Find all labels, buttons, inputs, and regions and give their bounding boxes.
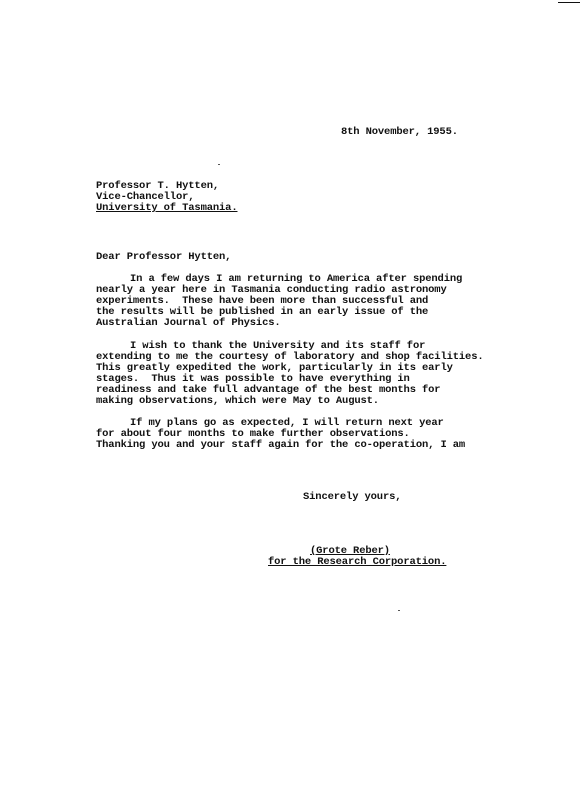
recipient-name: Professor T. Hytten,	[96, 180, 220, 192]
paragraph-line: This greatly expedited the work, particularly in its early	[96, 362, 453, 374]
paragraph-line: nearly a year here in Tasmania conducting radio astronomy	[96, 284, 447, 296]
salutation: Dear Professor Hytten,	[96, 251, 232, 263]
paragraph-line: Australian Journal of Physics.	[96, 317, 281, 329]
recipient-title: Vice-Chancellor,	[96, 191, 195, 203]
paragraph-line: If my plans go as expected, I will return next year	[130, 417, 444, 429]
recipient-institution: University of Tasmania.	[96, 202, 238, 214]
paragraph-line: the results will be published in an early issue of the	[96, 306, 429, 318]
paragraph-line: In a few days I am returning to America after spending	[130, 273, 463, 285]
paragraph-line: for about four months to make further observations.	[96, 428, 410, 440]
speck	[398, 610, 400, 611]
letter-date: 8th November, 1955.	[341, 126, 458, 138]
paragraph-line: experiments. These have been more than successful and	[96, 295, 429, 307]
paragraph-line: I wish to thank the University and its staff for	[130, 340, 426, 352]
paragraph-line: Thanking you and your staff again for the co-operation, I am	[96, 439, 466, 451]
signature-name: (Grote Reber)	[310, 545, 390, 557]
paragraph-line: extending to me the courtesy of laboratory and shop facilities.	[96, 351, 484, 363]
corner-mark	[558, 2, 580, 3]
paragraph-line: stages. Thus it was possible to have everything in	[96, 373, 410, 385]
paragraph-line: readiness and take full advantage of the best months for	[96, 384, 441, 396]
paragraph-line: making observations, which were May to August.	[96, 395, 379, 407]
speck	[218, 164, 220, 165]
signature-organization: for the Research Corporation.	[268, 556, 447, 568]
closing: Sincerely yours,	[303, 491, 402, 503]
